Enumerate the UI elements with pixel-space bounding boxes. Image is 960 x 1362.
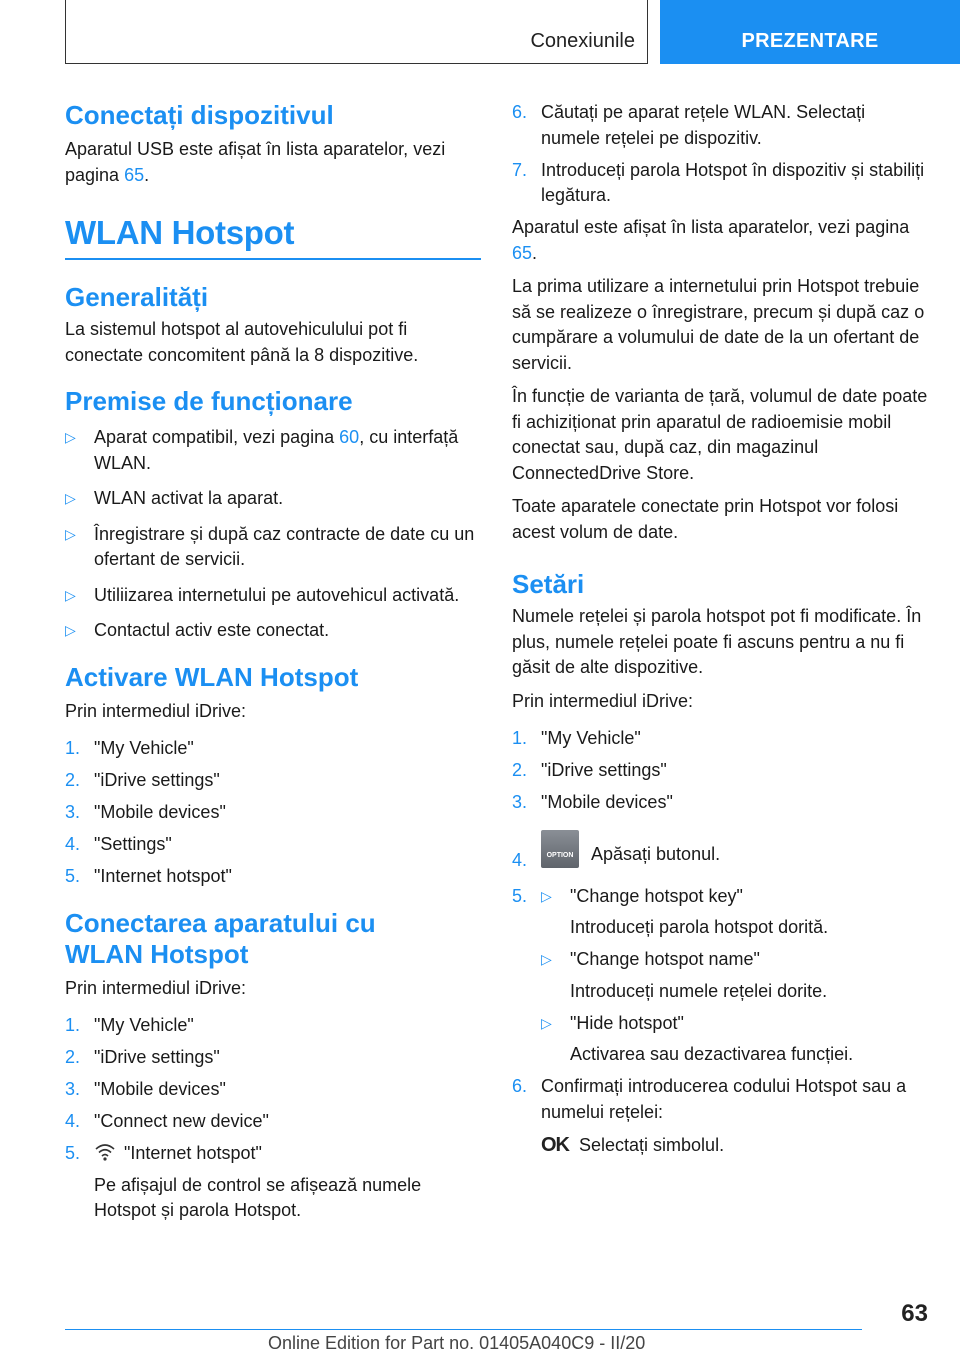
idrive-paragraph: Prin intermediul iDrive:: [512, 690, 694, 711]
list-item: 1. "My Vehicle": [512, 728, 641, 748]
list-item: 3. "Mobile devices": [65, 802, 226, 822]
heading-wlan-hotspot: WLAN Hotspot: [65, 214, 481, 260]
bullet-triangle-icon: ▷: [541, 1014, 552, 1031]
page-link[interactable]: 65: [124, 164, 145, 185]
sub-item: ▷ "Hide hotspot" Activarea sau dezactivarea funcției.: [541, 1012, 854, 1064]
list-item: ▷ Înregistrare și după caz contracte de date cu un ofertant de servicii.: [65, 523, 475, 569]
page-link[interactable]: 60: [339, 427, 360, 447]
section-title: Conexiunile: [530, 30, 635, 52]
footer-edition: Online Edition for Part no. 01405A040C9 - II/20: [268, 1333, 646, 1353]
ok-icon[interactable]: OK: [541, 1134, 569, 1156]
settings-paragraph: Numele rețelei și parola hotspot pot fi modificate. În plus, numele rețelei poate fi ascuns pentru a nu fi găsit de alte dispozitive.: [512, 606, 922, 677]
list-item: ▷ WLAN activat la aparat.: [65, 486, 481, 512]
list-item: 5. ▷ "Change hotspot key" Introduceți parola hotspot dorită. ▷ "Change hotspot name" Introduceți numele rețelei dorite. ▷ "Hide hotspot" Activarea sau dezactivarea funcției.: [512, 884, 928, 1068]
list-item: 4. "Connect new device": [65, 1111, 269, 1131]
bullet-triangle-icon: ▷: [541, 951, 552, 967]
usb-paragraph: Aparatul USB este afișat în lista aparatelor, vezi pagina 65.: [65, 139, 446, 185]
select-symbol-line: OK Selectați simbolul.: [541, 1133, 928, 1159]
list-item: 1. "My Vehicle": [65, 738, 194, 758]
list-item: 2. "iDrive settings": [65, 770, 220, 790]
bullet-triangle-icon: ▷: [65, 525, 76, 542]
shared-paragraph: Toate aparatele conectate prin Hotspot vor folosi acest volum de date.: [512, 496, 899, 542]
list-item: 7. Introduceți parola Hotspot în dispozitiv și stabiliți legătura.: [512, 159, 925, 205]
idrive-paragraph: Prin intermediul iDrive:: [65, 700, 247, 721]
list-item: 3. "Mobile devices": [65, 1079, 226, 1099]
bullet-triangle-icon: ▷: [541, 887, 552, 904]
heading-activate: Activare WLAN Hotspot: [65, 661, 359, 692]
right-column: [512, 100, 928, 1165]
list-item: 3. "Mobile devices": [512, 792, 673, 812]
chapter-tab[interactable]: PREZENTARE: [660, 0, 960, 64]
option-button-icon[interactable]: OPTION: [541, 830, 579, 868]
heading-settings: Setări: [512, 569, 585, 599]
left-column: [65, 100, 481, 1230]
bullet-triangle-icon: ▷: [65, 622, 76, 638]
list-item: 2. "iDrive settings": [65, 1047, 220, 1067]
sub-item: ▷ "Change hotspot key" Introduceți parola hotspot dorită.: [541, 885, 829, 937]
step-note: Pe afișajul de control se afișează numele Hotspot și parola Hotspot.: [94, 1174, 422, 1220]
first-use-paragraph: La prima utilizare a internetului prin Hotspot trebuie să se realizeze o înregistrare, precum și după caz o cumpărare a volumului de date de la un ofertant de servicii.: [512, 276, 925, 373]
idrive-paragraph: Prin intermediul iDrive:: [65, 977, 247, 998]
list-item: ▷ Contactul activ este conectat.: [65, 618, 481, 644]
heading-general: Generalități: [65, 282, 209, 312]
list-item: 4. "Settings": [65, 834, 172, 854]
list-item: 6. Confirmați introducerea codului Hotspot sau a numelui rețelei: OK Selectați simbolul.: [512, 1074, 928, 1159]
bullet-triangle-icon: ▷: [65, 429, 76, 445]
list-item: ▷ Aparat compatibil, vezi pagina 60, cu interfață WLAN.: [65, 427, 459, 473]
general-paragraph: La sistemul hotspot al autovehiculului pot fi conectate concomitent până la 8 dispozitive.: [65, 319, 419, 365]
sub-item: ▷ "Change hotspot name" Introduceți numele rețelei dorite.: [541, 949, 828, 1001]
page-link[interactable]: 65: [512, 242, 533, 263]
list-item: 2. "iDrive settings": [512, 760, 667, 780]
list-item: 5. "Internet hotspot" Pe afișajul de control se afișează numele Hotspot și parola Hotspot.: [65, 1141, 481, 1224]
heading-premise: Premise de funcționare: [65, 386, 353, 416]
bullet-triangle-icon: ▷: [65, 490, 76, 506]
footer-divider: [65, 1329, 862, 1330]
page-number: 63: [901, 1300, 928, 1327]
list-item: ▷ Utiliizarea internetului pe autovehicul activată.: [65, 583, 481, 609]
list-item: 4. OPTION Apăsați butonul.: [512, 836, 928, 874]
wifi-icon: [94, 1142, 116, 1162]
list-item: 5. "Internet hotspot": [65, 866, 232, 886]
list-item: 6. Căutați pe aparat rețele WLAN. Selectați numele rețelei pe dispozitiv.: [512, 102, 866, 148]
heading-connect-device: Conectați dispozitivul: [65, 100, 334, 130]
listed-paragraph: Aparatul este afișat în lista aparatelor, vezi pagina 65.: [512, 217, 910, 263]
variant-paragraph: În funcție de varianta de țară, volumul de date poate fi achiziționat prin aparatul de radioemisie mobil conectat sau, după caz, din magazinul ConnectedDrive Store.: [512, 386, 928, 483]
header-section-box: [65, 0, 648, 64]
bullet-triangle-icon: ▷: [65, 586, 76, 603]
list-item: 1. "My Vehicle": [65, 1015, 194, 1035]
heading-connect-wlan: Conectarea aparatului cu WLAN Hotspot: [65, 907, 376, 969]
